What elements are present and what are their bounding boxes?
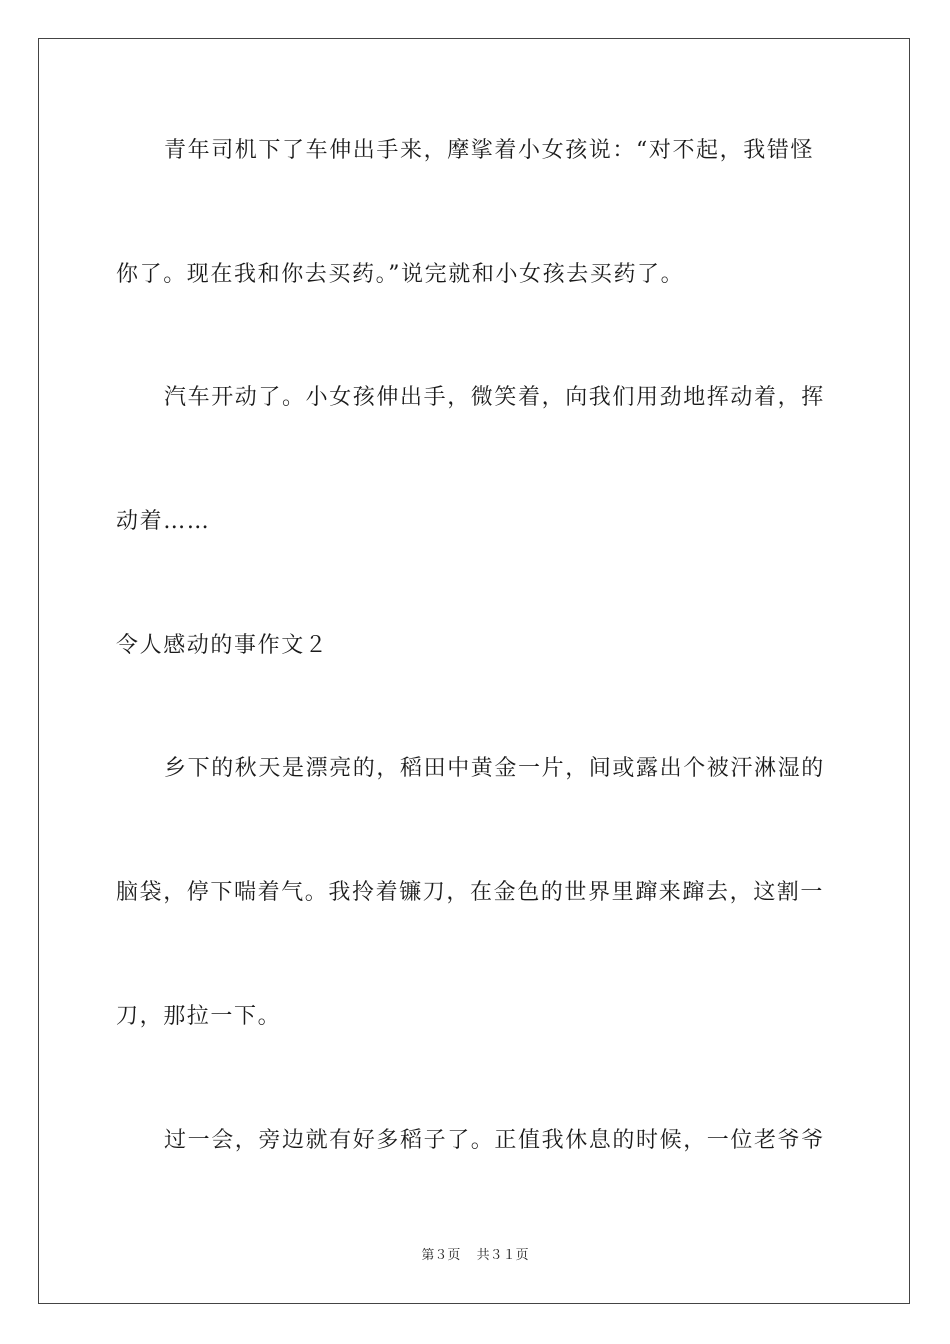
page-total: 共３１页 [476,1248,529,1263]
paragraph-line: 刀，那拉一下。 [116,1004,282,1029]
paragraph-line: 过一会，旁边就有好多稻子了。正值我休息的时候，一位老爷爷 [164,1128,825,1153]
page-frame [38,38,910,1304]
page-number: 第３页 [421,1248,461,1263]
paragraph-line: 汽车开动了。小女孩伸出手，微笑着，向我们用劲地挥动着，挥 [164,385,825,410]
paragraph-line: 青年司机下了车伸出手来，摩挲着小女孩说：“对不起，我错怪 [164,138,815,163]
page-footer [0,1244,950,1263]
paragraph-line: 动着…… [116,509,211,534]
paragraph-line: 脑袋，停下喘着气。我拎着镰刀，在金色的世界里蹿来蹿去，这割一 [116,880,825,905]
paragraph-line: 你了。现在我和你去买药。”说完就和小女孩去买药了。 [116,262,685,287]
section-heading: 令人感动的事作文２ [116,633,329,658]
paragraph-line: 乡下的秋天是漂亮的，稻田中黄金一片，间或露出个被汗淋湿的 [164,756,825,781]
